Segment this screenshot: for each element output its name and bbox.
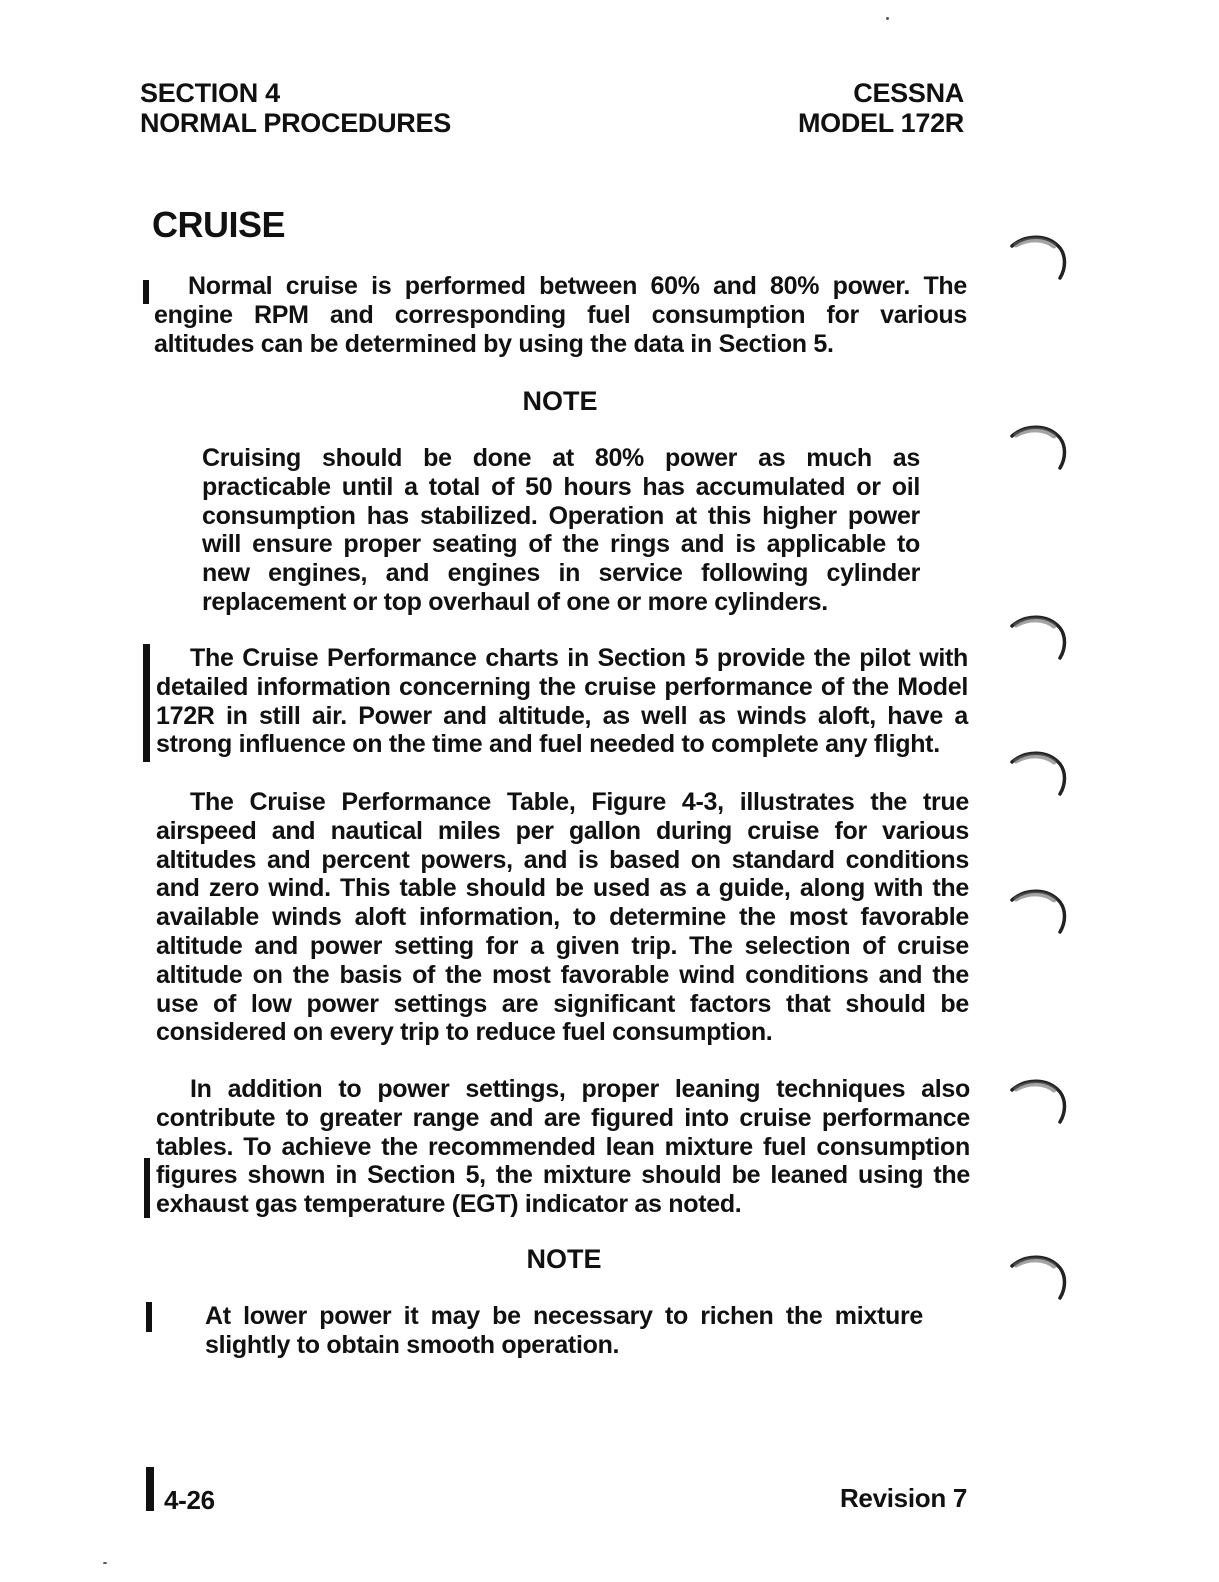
scan-speck — [103, 1562, 107, 1564]
note-heading: NOTE — [522, 386, 598, 416]
header-right — [770, 78, 964, 138]
note-heading: NOTE — [526, 1244, 602, 1274]
paragraph-normal-cruise: Normal cruise is performed between 60% and 80% power. The engine RPM and corresponding fuel consumption for various altitudes can be determined by using the data in Section 5. — [154, 272, 967, 358]
paragraph-cruise-charts: The Cruise Performance charts in Section 5 provide the pilot with detailed information concerning the cruise performance of the Model 172R in still air. Power and altitude, as well as winds aloft, have a strong influence on the time and fuel needed to complete any flight. — [156, 644, 968, 759]
change-bar — [144, 1158, 150, 1218]
scan-speck — [886, 17, 889, 20]
punch-hole-icon — [1008, 422, 1074, 476]
punch-hole-icon — [1008, 232, 1074, 286]
header-left — [140, 78, 451, 138]
note-text: At lower power it may be necessary to richen the mixture slightly to obtain smooth operation. — [205, 1302, 923, 1359]
change-bar — [143, 280, 149, 304]
paragraph-cruise-table: The Cruise Performance Table, Figure 4-3, illustrates the true airspeed and nautical miles per gallon during cruise for various altitudes and percent powers, and is based on standard conditions and zero wind. This table should be used as a guide, along with the available winds aloft information, to determine the most favorable altitude and power setting for a given trip. The selection of cruise altitude on the basis of the most favorable wind conditions and the use of low power settings are significant factors that should be considered on every trip to reduce fuel consumption. — [156, 788, 969, 1047]
section-number: SECTION 4 — [140, 78, 280, 108]
punch-hole-icon — [1008, 748, 1074, 802]
aircraft-model: MODEL 172R — [797, 108, 964, 138]
change-bar — [146, 1467, 154, 1511]
change-bar — [146, 1302, 152, 1332]
paragraph-leaning: In addition to power settings, proper leaning techniques also contribute to greater range and are figured into cruise performance tables. To achieve the recommended lean mixture fuel consumption figures shown in Section 5, the mixture should be leaned using the exhaust gas temperature (EGT) indicator as noted. — [156, 1075, 970, 1219]
change-bar — [143, 644, 150, 762]
page-number: 4-26 — [164, 1485, 215, 1515]
punch-hole-icon — [1008, 612, 1074, 666]
note-text: Cruising should be done at 80% power as much as practicable until a total of 50 hours has accumulated or oil consumption has stabilized. Operation at this higher power will ensure proper seating of the rings and is applicable to new engines, and engines in service following cylinder replacement or top overhaul of one or more cylinders. — [202, 444, 920, 616]
page-title: CRUISE — [152, 204, 286, 245]
punch-hole-icon — [1008, 886, 1074, 940]
section-title: NORMAL PROCEDURES — [140, 108, 451, 138]
punch-hole-icon — [1008, 1076, 1074, 1130]
manufacturer: CESSNA — [853, 78, 964, 108]
revision-label: Revision 7 — [839, 1483, 967, 1513]
punch-hole-icon — [1008, 1252, 1074, 1306]
